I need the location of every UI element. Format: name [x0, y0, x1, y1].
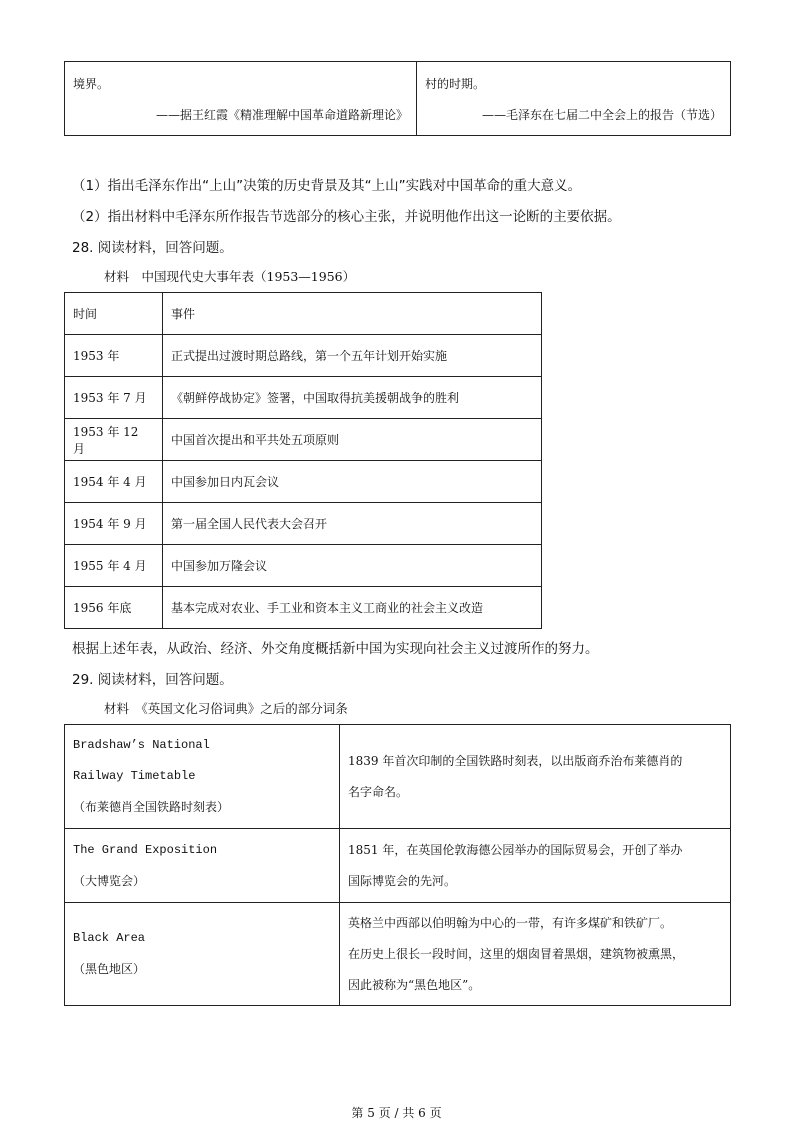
q28-title: 28. 阅读材料，回答问题。	[72, 240, 233, 256]
material-left-cell	[65, 62, 417, 136]
material-right-text: 村的时期。	[425, 76, 486, 91]
term-en: Bradshaw’s National	[73, 738, 210, 752]
material-right-cell	[417, 62, 731, 136]
table-row	[65, 829, 731, 903]
row-time: 1955 年 4 月	[65, 545, 163, 587]
table-row	[65, 377, 542, 419]
q28-question: 根据上述年表，从政治、经济、外交角度概括新中国为实现向社会主义过渡所作的努力。	[72, 641, 599, 657]
description-line: 名字命名。	[348, 784, 409, 799]
material-table-top	[64, 61, 731, 136]
dictionary-table	[64, 724, 731, 1006]
material-left-text: 境界。	[73, 76, 110, 91]
q27-subquestion-2: （2）指出材料中毛泽东所作报告节选部分的核心主张，并说明他作出这一论断的主要依据。	[72, 209, 621, 225]
row-time: 1953 年 7 月	[65, 377, 163, 419]
description-cell	[340, 829, 731, 903]
header-event: 事件	[163, 293, 542, 335]
term-en: The Grand Exposition	[73, 842, 218, 857]
term-zh: （布莱德肖全国铁路时刻表）	[73, 800, 230, 814]
term-en: Railway Timetable	[73, 769, 196, 783]
term-cell	[65, 903, 340, 1006]
table-row	[65, 903, 731, 1006]
description-line: 1839 年首次印制的全国铁路时刻表，以出版商乔治布莱德肖的	[348, 753, 683, 768]
description-cell	[340, 903, 731, 1006]
table-row	[65, 335, 542, 377]
description-line: 1851 年，在英国伦敦海德公园举办的国际贸易会，开创了举办	[348, 842, 683, 857]
page-number: 第 5 页 / 共 6 页	[351, 1106, 442, 1120]
row-event: 《朝鲜停战协定》签署，中国取得抗美援朝战争的胜利	[163, 377, 542, 419]
description-line: 因此被称为“黑色地区”。	[348, 977, 481, 992]
table-row	[65, 461, 542, 503]
row-event: 中国参加万隆会议	[163, 545, 542, 587]
row-time: 1954 年 9 月	[65, 503, 163, 545]
term-cell	[65, 829, 340, 903]
row-event: 正式提出过渡时期总路线，第一个五年计划开始实施	[163, 335, 542, 377]
table-row	[65, 419, 542, 461]
table-header-row	[65, 293, 542, 335]
chronology-table	[64, 292, 542, 629]
row-time: 1953 年 12 月	[65, 419, 163, 461]
material-right-source: ——毛泽东在七届二中全会上的报告（节选）	[481, 107, 722, 122]
row-event: 中国首次提出和平共处五项原则	[163, 419, 542, 461]
q28-caption: 材料 中国现代史大事年表（1953—1956）	[104, 269, 356, 284]
q27-subquestion-1: （1）指出毛泽东作出“上山”决策的历史背景及其“上山”实践对中国革命的重大意义。	[72, 178, 582, 194]
table-row	[65, 503, 542, 545]
table-row	[65, 545, 542, 587]
material-left-source: ——据王红霞《精准理解中国革命道路新理论》	[155, 107, 408, 122]
row-event: 基本完成对农业、手工业和资本主义工商业的社会主义改造	[163, 587, 542, 629]
term-cell	[65, 725, 340, 829]
description-line: 国际博览会的先河。	[348, 873, 457, 888]
header-time: 时间	[65, 293, 163, 335]
term-zh: （大博览会）	[73, 873, 146, 888]
description-line: 在历史上很长一段时间，这里的烟囱冒着黑烟，建筑物被熏黑，	[348, 946, 685, 961]
term-en: Black Area	[73, 931, 146, 945]
term-zh: （黑色地区）	[73, 962, 146, 976]
row-event: 第一届全国人民代表大会召开	[163, 503, 542, 545]
table-row	[65, 725, 731, 829]
row-time: 1956 年底	[65, 587, 163, 629]
row-time: 1953 年	[65, 335, 163, 377]
q29-caption: 材料 《英国文化习俗词典》之后的部分词条	[104, 701, 348, 716]
q29-title: 29. 阅读材料，回答问题。	[72, 672, 233, 688]
row-event: 中国参加日内瓦会议	[163, 461, 542, 503]
description-cell	[340, 725, 731, 829]
table-row	[65, 587, 542, 629]
description-line: 英格兰中西部以伯明翰为中心的一带，有许多煤矿和铁矿厂。	[348, 915, 673, 930]
row-time: 1954 年 4 月	[65, 461, 163, 503]
